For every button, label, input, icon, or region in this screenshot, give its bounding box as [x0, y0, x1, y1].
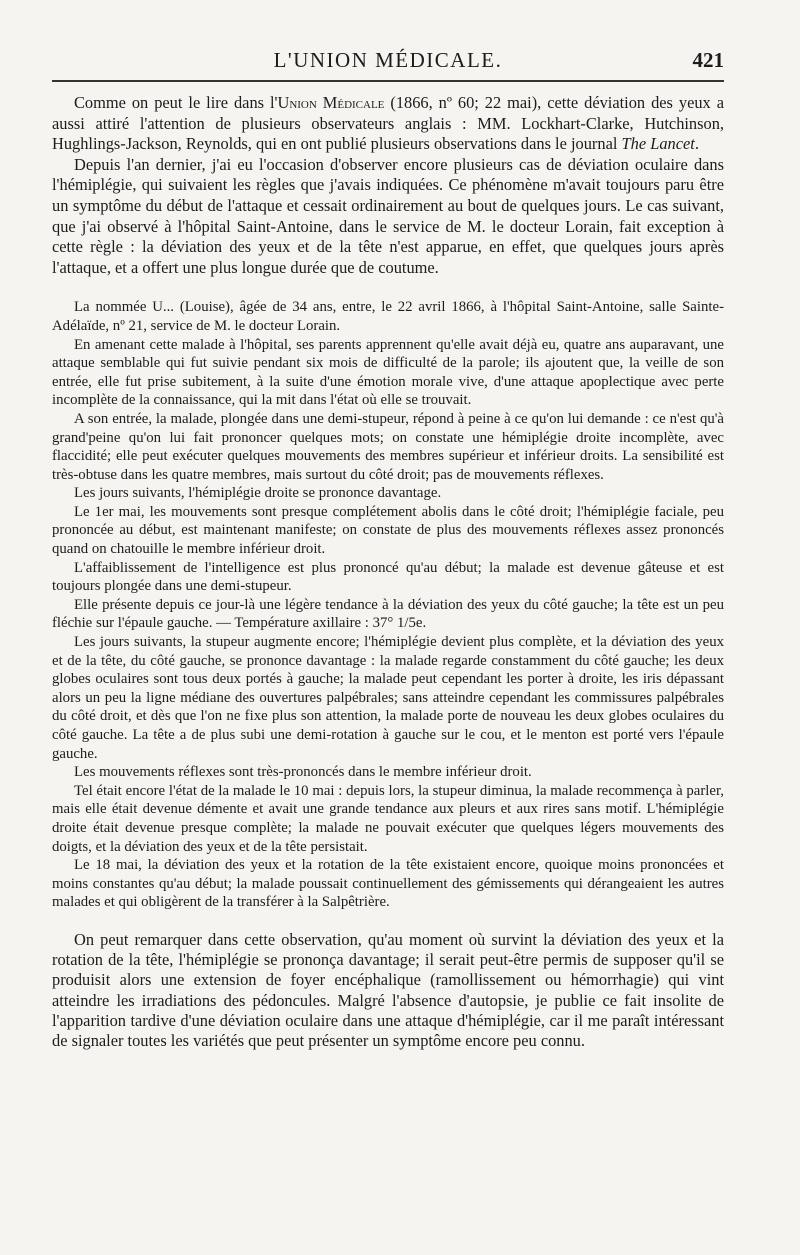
intro-text-post: (1866, nº 60; 22 mai), cette déviation des yeux a aussi attiré l'attention de plusieurs observateurs anglais : MM. Lockhart-Clarke, Hutchinson, Hughlings-Jackson, Reynolds, qui en ont publié plusieurs observations dans le journal [52, 93, 724, 154]
header-rule [52, 80, 724, 82]
intro-text-pre: Comme on peut le lire dans l' [74, 93, 278, 112]
running-title: L'UNION MÉDICALE. [273, 48, 503, 72]
journal-name: Union Médicale [277, 93, 385, 112]
observation-paragraph: Les mouvements réflexes sont très-prononcés dans le membre inférieur droit. [74, 764, 532, 781]
page-header [52, 44, 724, 74]
observation-paragraph: La nommée U... (Louise), âgée de 34 ans, entre, le 22 avril 1866, à l'hôpital Saint-Antoine, salle Sainte-Adélaïde, nº 21, service de M. le docteur Lorain. [52, 299, 724, 334]
article-body [52, 93, 724, 1051]
observation-paragraph: Les jours suivants, l'hémiplégie droite se prononce davantage. [74, 485, 442, 502]
closing-paragraph: On peut remarquer dans cette observation, qu'au moment où survint la déviation des yeux et la rotation de la tête, l'hémiplégie se prononça davantage; il serait peut-être permis de supposer qu'il se produisit alors une extension de foyer encéphalique (ramollissement ou hémorrhagie) qui vint atteindre les irradiations des pédoncules. Malgré l'absence d'autopsie, je publie ce fait insolite de l'apparition tardive d'une déviation oculaire dans une attaque d'hémiplégie, car il me paraît intéressant de signaler toutes les variétés que peut présenter un symptôme encore peu connu. [52, 929, 724, 1050]
observation-paragraph: Tel était encore l'état de la malade le 10 mai : depuis lors, la stupeur diminua, la malade recommença à parler, mais elle était devenue démente et avait une grande tendance aux pleurs et aux rires sans motif. L'hémiplégie droite était devenue presque complète; la malade ne pouvait exécuter que quelques légers mouvements des doigts, et la déviation des yeux et de la tête persistait. [52, 782, 724, 855]
page-number: 421 [692, 48, 724, 72]
intro-paragraph: Depuis l'an dernier, j'ai eu l'occasion d'observer encore plusieurs cas de déviation oculaire dans l'hémiplégie, qui suivaient les règles que j'avais indiquées. Ce phénomène m'avait toujours paru être un symptôme du début de l'attaque et cessait ordinairement au bout de quelques jours. Le cas suivant, que j'ai observé à l'hôpital Saint-Antoine, dans le service de M. le docteur Lorain, fait exception à cette règle : la déviation des yeux et de la tête n'est apparue, en effet, que quelques jours après l'attaque, et a offert une plus longue durée que de coutume. [52, 154, 724, 277]
observation-paragraph: Les jours suivants, la stupeur augmente encore; l'hémiplégie devient plus complète, et la déviation des yeux et de la tête, du côté gauche, se prononce davantage : la malade regarde constamment du côté gauche; les deux globes oculaires sont tous deux portés à gauche; la malade peut cependant les porter à droite, les iris dépassant alors un peu la ligne médiane des ouvertures palpébrales; sans atteindre cependant les commissures palpébrales du côté droit, et dès que l'on ne fixe plus son attention, la malade porte de nouveau les deux globes oculaires du côté gauche. La tête a de plus subi une demi-rotation à gauche sur le cou, et le menton est porté vers l'épaule gauche. [52, 634, 724, 762]
intro-paragraph [52, 93, 724, 155]
observation-paragraph: A son entrée, la malade, plongée dans une demi-stupeur, répond à peine à ce qu'on lui demande : ce n'est qu'à grand'peine qu'on lui fait prononcer quelques mots; on constate une hémiplégie droite incomplète, avec flaccidité; elle peut exécuter quelques mouvements des membres supérieur et inférieur droits. La sensibilité est très-obtuse dans les quatre membres, mais surtout du côté droit; pas de mouvements réflexes. [52, 410, 724, 483]
intro-section [52, 93, 724, 278]
observation-paragraph: Le 1er mai, les mouvements sont presque complétement abolis dans le côté droit; l'hémiplégie faciale, peu prononcée au début, est maintenant manifeste; on constate de plus des mouvements réflexes assez prononcés quand on chatouille le membre inférieur droit. [52, 503, 724, 558]
observation-paragraph: L'affaiblissement de l'intelligence est plus prononcé qu'au début; la malade est devenue gâteuse et est toujours plongée dans une demi-stupeur. [52, 559, 724, 595]
observation-section [52, 298, 724, 912]
observation-paragraph: Elle présente depuis ce jour-là une légère tendance à la déviation des yeux du côté gauche; la tête est un peu fléchie sur l'épaule gauche. — Température axillaire : 37° 1/5e. [52, 596, 724, 632]
observation-paragraph: Le 18 mai, la déviation des yeux et la rotation de la tête existaient encore, quoique moins prononcées et moins constantes qu'au début; la malade poussait continuellement des gémissements qui dérangeaient les autres malades et qui obligèrent de la transférer à la Salpêtrière. [52, 857, 724, 911]
intro-text-end: . [694, 134, 699, 154]
lancet-title: The Lancet [621, 134, 695, 154]
observation-paragraph: En amenant cette malade à l'hôpital, ses parents apprennent qu'elle avait déjà eu, quatre ans auparavant, une attaque semblable qui fut suivie pendant six mois de difficulté de la parole; ils ajoutent que, la veille de son entrée, elle fut prise subitement, à la suite d'une émotion morale vive, d'une attaque apoplectique avec perte incomplète de la connaissance, qui la mit dans l'état où elle se trouvait. [52, 336, 724, 409]
closing-section [52, 930, 724, 1051]
